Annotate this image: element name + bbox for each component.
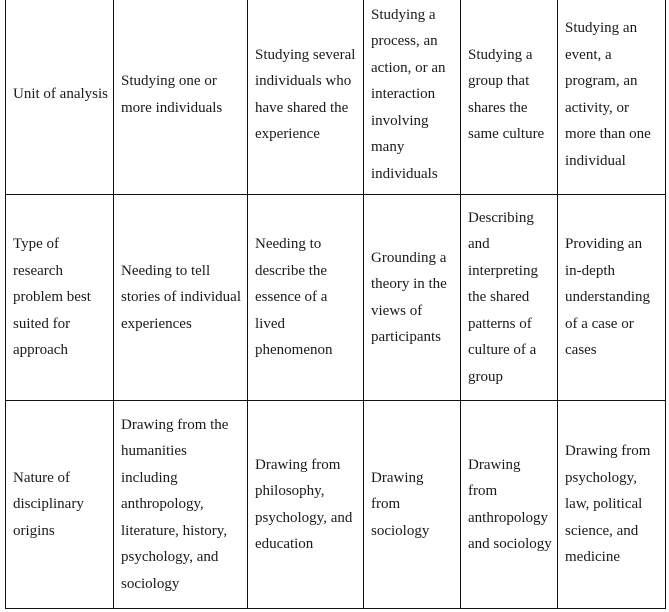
table-row-unit-of-analysis bbox=[6, 0, 666, 195]
cell-text: Drawing from the humanities including anthropology, literature, history, psychology, and sociology bbox=[121, 416, 229, 592]
table-cell bbox=[558, 0, 666, 195]
cell-text: Providing an in-depth understanding of a case or cases bbox=[565, 236, 650, 359]
cell-text: Describing and interpreting the shared patterns of culture of a group bbox=[468, 209, 538, 385]
cell-text: Studying several individuals who have shared the experience bbox=[255, 46, 356, 142]
table-cell bbox=[248, 0, 364, 195]
table-row-research-problem bbox=[6, 195, 666, 401]
cell-text: Drawing from psychology, law, political science, and medicine bbox=[565, 443, 651, 566]
table-cell bbox=[364, 401, 461, 609]
table-cell bbox=[558, 195, 666, 401]
cell-text: Drawing from sociology bbox=[371, 469, 430, 539]
cell-text: Studying one or more individuals bbox=[121, 73, 223, 116]
cell-text: Drawing from philosophy, psychology, and education bbox=[255, 456, 353, 552]
table-cell bbox=[558, 401, 666, 609]
table-cell bbox=[114, 401, 248, 609]
comparison-table bbox=[5, 0, 666, 609]
cell-text: Drawing from anthropology and sociology bbox=[468, 456, 552, 552]
cell-text: Studying a process, an action, or an interaction involving many individuals bbox=[371, 6, 446, 182]
cell-text: Studying an event, a program, an activity, or more than one individual bbox=[565, 20, 651, 169]
cell-text: Needing to describe the essence of a lived phenomenon bbox=[255, 236, 333, 359]
table-cell bbox=[461, 0, 558, 195]
table-cell bbox=[364, 195, 461, 401]
row-label-cell bbox=[6, 195, 114, 401]
table-cell bbox=[364, 0, 461, 195]
table-row-disciplinary-origins bbox=[6, 401, 666, 609]
table-cell bbox=[248, 195, 364, 401]
table-cell bbox=[114, 195, 248, 401]
table-cell bbox=[461, 401, 558, 609]
table-cell bbox=[248, 401, 364, 609]
row-label: Nature of disciplinary origins bbox=[13, 469, 84, 539]
row-label: Type of research problem best suited for approach bbox=[13, 236, 91, 359]
table-cell bbox=[461, 195, 558, 401]
cell-text: Studying a group that shares the same culture bbox=[468, 46, 545, 142]
cell-text: Needing to tell stories of individual experiences bbox=[121, 262, 241, 332]
cell-text: Grounding a theory in the views of participants bbox=[371, 249, 447, 345]
row-label-cell bbox=[6, 401, 114, 609]
table-cell bbox=[114, 0, 248, 195]
row-label-cell bbox=[6, 0, 114, 195]
row-label: Unit of analysis bbox=[13, 86, 108, 103]
